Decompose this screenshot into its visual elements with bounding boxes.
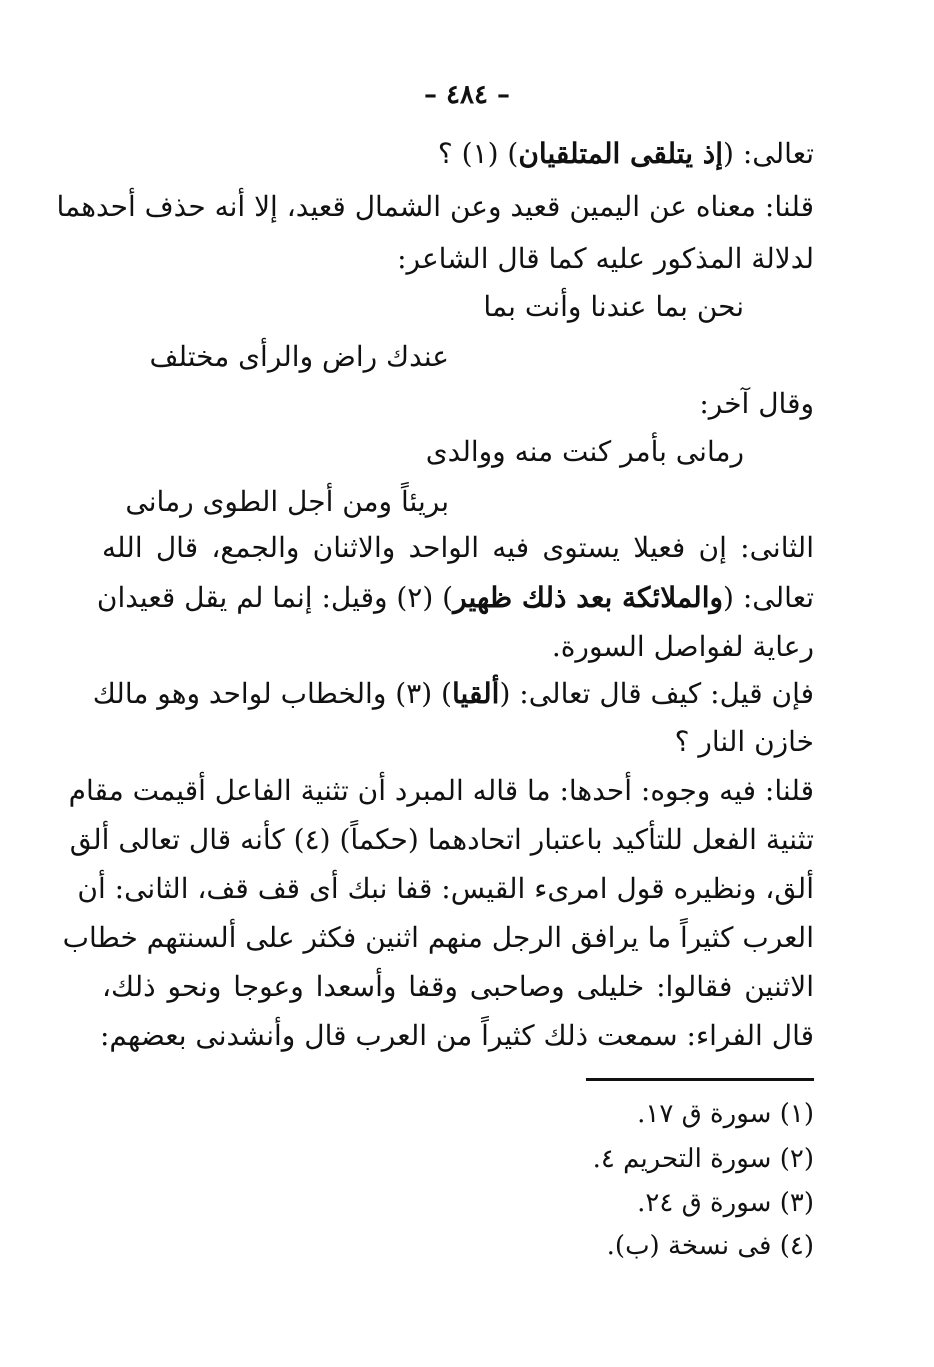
text-line-4: وقال آخر: [699,387,814,420]
text-line-2: قلنا: معناه عن اليمين قعيد وعن الشمال قعيد، إلا أنه حذف أحدهما [56,190,814,223]
text-line-3: لدلالة المذكور عليه كما قال الشاعر: [397,242,814,275]
text-line-9: خازن النار ؟ [674,725,814,758]
text-line-14: الاثنين فقالوا: خليلى وصاحبى وقفا وأسعدا وعوجا ونحو ذلك، [102,970,814,1003]
footnote-4: (٤) فى نسخة (ب). [606,1231,814,1261]
quran-quote: ألقيا [451,677,500,710]
text-line-10: قلنا: فيه وجوه: أحدها: ما قاله المبرد أن تثنية الفاعل أقيمت مقام [68,774,814,807]
footnote-1: (١) سورة ق ١٧. [637,1099,814,1129]
verse-line-1: نحن بما عندنا وأنت بما [483,290,744,323]
text-line-12: ألق، ونظيره قول امرىء القيس: قفا نبك أى قف قف، الثانى: أن [77,872,814,905]
footnote-3: (٣) سورة ق ٢٤. [637,1188,814,1218]
quran-quote: والملائكة بعد ذلك ظهير [453,581,724,614]
text-line-7: رعاية لفواصل السورة. [551,630,814,663]
quran-quote: إذ يتلقى المتلقيان [518,137,724,170]
verse-line-4: بريئاً ومن أجل الطوى رمانى [125,485,449,518]
text-line-1: تعالى: (إذ يتلقى المتلقيان) (١) ؟ [437,137,814,170]
verse-line-2: عندك راض والرأى مختلف [149,340,449,373]
footnote-2: (٢) سورة التحريم ٤. [592,1144,814,1174]
text-line-8: فإن قيل: كيف قال تعالى: (ألقيا) (٣) والخطاب لواحد وهو مالك [92,677,814,710]
footnote-divider [586,1078,814,1081]
text-line-6: تعالى: (والملائكة بعد ذلك ظهير) (٢) وقيل: إنما لم يقل قعيدان [96,581,814,614]
page-number: – ٤٨٤ – [423,80,511,110]
text-line-5: الثانى: إن فعيلا يستوى فيه الواحد والاثنان والجمع، قال الله [102,531,814,564]
text-line-13: العرب كثيراً ما يرافق الرجل منهم اثنين فكثر على ألسنتهم خطاب [62,921,814,954]
text-line-11: تثنية الفعل للتأكيد باعتبار اتحادهما (حكماً) (٤) كأنه قال تعالى ألق [69,823,814,856]
verse-line-3: رمانى بأمر كنت منه ووالدى [425,435,744,468]
text-line-15: قال الفراء: سمعت ذلك كثيراً من العرب قال وأنشدنى بعضهم: [99,1019,814,1052]
